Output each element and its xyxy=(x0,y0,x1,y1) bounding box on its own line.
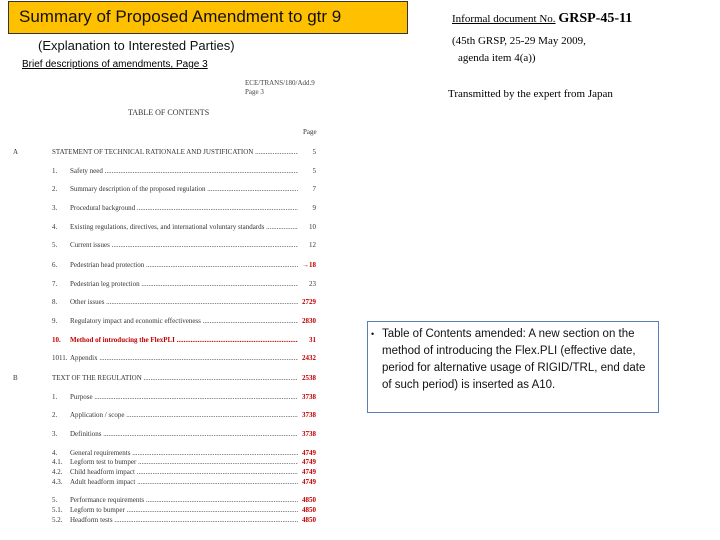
amendment-note-box xyxy=(367,321,659,413)
toc-page: 2729 xyxy=(302,298,316,306)
toc-row xyxy=(0,336,318,345)
toc-row xyxy=(0,148,318,157)
toc-page: 4749 xyxy=(302,468,316,476)
doc-number: GRSP-45-11 xyxy=(558,11,633,26)
toc-section: A xyxy=(13,148,19,156)
slide-title: Summary of Proposed Amendment to gtr 9 xyxy=(8,1,408,34)
toc-number: 5.2. xyxy=(52,516,63,524)
toc-row xyxy=(0,458,318,467)
doc-page: Page 3 xyxy=(245,88,264,96)
toc-page: 5 xyxy=(312,167,316,175)
toc-row xyxy=(0,298,318,307)
note-text: Table of Contents amended: A new section on the method of introducing the Flex.PLI (effective date, period for alternative usage of RIGID/TRL, end date of such period) is inserted as A10. xyxy=(382,328,646,391)
toc-row xyxy=(0,204,318,213)
toc-page: →18 xyxy=(302,261,316,269)
toc-page: 4749 xyxy=(302,478,316,486)
toc-page: 2538 xyxy=(302,374,316,382)
transmitted-by: Transmitted by the expert from Japan xyxy=(448,88,613,100)
toc-number: 7. xyxy=(52,280,58,288)
toc-entry-text: Purpose ..... xyxy=(70,393,298,401)
toc-entry-text: Performance requirements ..... xyxy=(70,496,298,504)
toc-number: 3. xyxy=(52,204,58,212)
toc-number: 4.1. xyxy=(52,458,63,466)
toc-number: 1011. xyxy=(52,354,68,362)
toc-entry-text: Appendix ..... xyxy=(70,354,298,362)
toc-row xyxy=(0,468,318,477)
agenda-line: agenda item 4(a)) xyxy=(458,52,536,64)
informal-document-label xyxy=(452,11,632,27)
toc-number: 1. xyxy=(52,393,58,401)
toc-page: 3738 xyxy=(302,411,316,419)
toc-entry-text: Application / scope ..... xyxy=(70,411,298,419)
toc-number: 1. xyxy=(52,167,58,175)
toc-page: 4749 xyxy=(302,449,316,457)
toc-entry-text: Pedestrian leg protection ..... xyxy=(70,280,298,288)
toc-page: 4850 xyxy=(302,506,316,514)
toc-number: 10. xyxy=(52,336,61,344)
toc-number: 4. xyxy=(52,449,58,457)
toc-number: 9. xyxy=(52,317,58,325)
toc-entry-text: Regulatory impact and economic effectiveness ..... xyxy=(70,317,298,325)
toc-entry-text: Definitions ..... xyxy=(70,430,298,438)
toc-page: 9 xyxy=(312,204,316,212)
toc-number: 4.2. xyxy=(52,468,63,476)
doc-ref: ECE/TRANS/180/Add.9 xyxy=(245,79,315,87)
meeting-info xyxy=(452,33,586,67)
toc-page: 2432 xyxy=(302,354,316,362)
toc-number: 5.1. xyxy=(52,506,63,514)
slide-subtitle: (Explanation to Interested Parties) xyxy=(38,38,235,53)
toc-number: 6. xyxy=(52,261,58,269)
brief-description-label: Brief descriptions of amendments, Page 3 xyxy=(22,59,208,70)
toc-row xyxy=(0,478,318,487)
toc-row xyxy=(0,516,318,525)
toc-entry-text: Safety need ..... xyxy=(70,167,298,175)
toc-number: 5. xyxy=(52,241,58,249)
toc-number: 8. xyxy=(52,298,58,306)
toc-number: 4.3. xyxy=(52,478,63,486)
toc-entry-text: Summary description of the proposed regulation ..... xyxy=(70,185,298,193)
toc-row xyxy=(0,430,318,439)
toc-page: 2830 xyxy=(302,317,316,325)
toc-page: 7 xyxy=(312,185,316,193)
toc-entry-text: Child headform impact ..... xyxy=(70,468,298,476)
toc-entry-text: Existing regulations, directives, and international voluntary standards ..... xyxy=(70,223,298,231)
toc-number: 2. xyxy=(52,185,58,193)
toc-entry-text: General requirements ..... xyxy=(70,449,298,457)
toc-row xyxy=(0,280,318,289)
toc-row xyxy=(0,223,318,232)
toc-row xyxy=(0,449,318,458)
toc-entry-text: Pedestrian head protection ..... xyxy=(70,261,298,269)
toc-page: 23 xyxy=(309,280,316,288)
toc-entry-text: TEXT OF THE REGULATION ..... xyxy=(52,374,298,382)
toc-page: 3738 xyxy=(302,393,316,401)
toc-entry-text: Legform to bumper ..... xyxy=(70,506,298,514)
toc-number: 4. xyxy=(52,223,58,231)
document-reference xyxy=(245,79,315,97)
toc-number: 5. xyxy=(52,496,58,504)
toc-entry-text: Current issues ..... xyxy=(70,241,298,249)
toc-row xyxy=(0,261,318,270)
toc-number: 3. xyxy=(52,430,58,438)
toc-row xyxy=(0,167,318,176)
toc-page: 4850 xyxy=(302,516,316,524)
toc-page: 3738 xyxy=(302,430,316,438)
toc-row xyxy=(0,241,318,250)
toc-row xyxy=(0,317,318,326)
toc-row xyxy=(0,411,318,420)
toc-row xyxy=(0,506,318,515)
bullet: • xyxy=(371,329,375,339)
toc-row xyxy=(0,374,318,383)
toc-entry-text: Method of introducing the FlexPLI ..... xyxy=(70,336,298,344)
toc-entry-text: Legform test to bumper ..... xyxy=(70,458,298,466)
toc-page: 4850 xyxy=(302,496,316,504)
toc-page: 5 xyxy=(312,148,316,156)
toc-page: 4749 xyxy=(302,458,316,466)
toc-title: TABLE OF CONTENTS xyxy=(128,108,210,117)
page-column-header: Page xyxy=(303,128,317,136)
toc-page: 31 xyxy=(309,336,316,344)
doc-label: Informal document No. xyxy=(452,13,556,25)
toc-section: B xyxy=(13,374,18,382)
toc-row xyxy=(0,496,318,505)
toc-entry-text: Procedural background ..... xyxy=(70,204,298,212)
meeting-line: (45th GRSP, 25-29 May 2009, xyxy=(452,35,586,47)
toc-page: 10 xyxy=(309,223,316,231)
toc-entry-text: Headform tests ..... xyxy=(70,516,298,524)
toc-entry-text: STATEMENT OF TECHNICAL RATIONALE AND JUSTIFICATION ..... xyxy=(52,148,298,156)
toc-row xyxy=(0,185,318,194)
toc-entry-text: Other issues ..... xyxy=(70,298,298,306)
toc-number: 2. xyxy=(52,411,58,419)
toc-entry-text: Adult headform impact ..... xyxy=(70,478,298,486)
toc-row xyxy=(0,354,318,363)
toc-row xyxy=(0,393,318,402)
toc-page: 12 xyxy=(309,241,316,249)
